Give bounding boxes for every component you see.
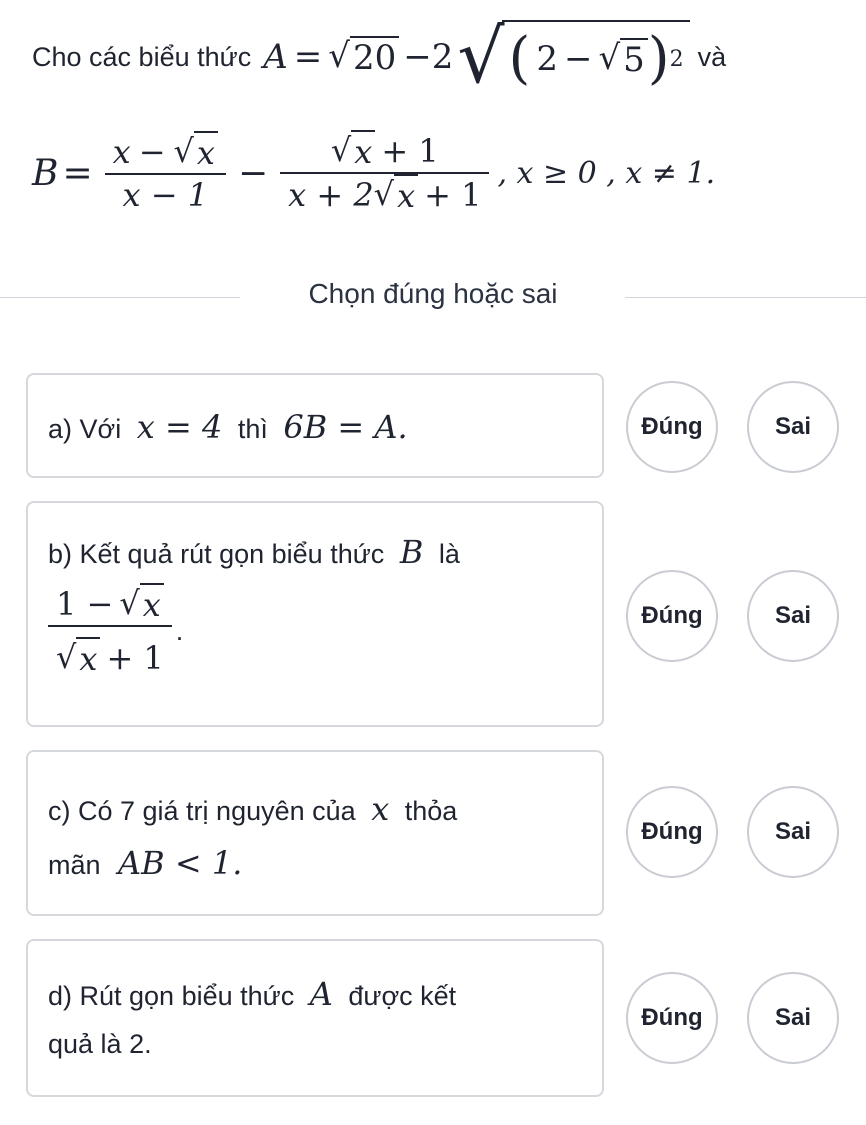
statement-c-line-2-prefix: mãn	[48, 850, 101, 880]
expression-b-line	[32, 108, 715, 238]
statement-b-math: B	[399, 533, 424, 571]
sqrt-x	[331, 130, 375, 172]
fraction-1-numerator	[105, 131, 226, 173]
fraction-1	[105, 131, 226, 215]
false-button-d[interactable]: Sai	[747, 972, 839, 1064]
domain-condition: , x ≥ 0 , x ≠ 1.	[497, 155, 716, 191]
big-radical-sign: √	[457, 14, 505, 100]
plus-one: + 1	[424, 176, 482, 214]
radicand-x: x	[351, 130, 375, 172]
true-button-c[interactable]: Đúng	[626, 786, 718, 878]
radical-sign: √	[328, 36, 350, 76]
false-button-b[interactable]: Sai	[747, 570, 839, 662]
radicand-x: x	[194, 131, 218, 173]
statement-b-numerator	[48, 583, 172, 625]
statement-b-fraction-line	[48, 583, 183, 679]
equals-sign: =	[62, 152, 93, 194]
radicand-x: x	[140, 583, 164, 625]
var-b: B	[32, 152, 59, 194]
statement-a-middle: thì	[237, 414, 268, 444]
statement-c-line-2	[48, 844, 242, 882]
statement-c-suffix: thỏa	[404, 796, 458, 826]
radicand-x: x	[76, 637, 100, 679]
true-button-d[interactable]: Đúng	[626, 972, 718, 1064]
plus-one: + 1	[106, 639, 164, 677]
section-title: Chọn đúng hoặc sai	[308, 278, 558, 309]
false-button-c[interactable]: Sai	[747, 786, 839, 878]
sqrt-20	[328, 36, 399, 78]
fraction-2-denominator	[280, 174, 489, 216]
exponent-2: 2	[669, 46, 684, 72]
statement-b-fraction	[48, 583, 172, 679]
and-text: và	[697, 41, 727, 72]
true-button-b[interactable]: Đúng	[626, 570, 718, 662]
statement-b-denominator	[48, 627, 172, 679]
den-x-plus-2: x + 2	[288, 176, 374, 214]
statement-a-text	[48, 408, 408, 446]
radical-sign: √	[373, 175, 395, 213]
num-x: x	[112, 133, 131, 171]
radical-sign: √	[173, 132, 194, 170]
statement-c-math-ab: AB < 1.	[118, 844, 243, 882]
radicand-x: x	[394, 174, 418, 216]
num-one-minus: 1 −	[56, 585, 114, 623]
radical-sign: √	[598, 38, 621, 78]
radical-sign: √	[56, 638, 77, 676]
expression-a-line	[32, 12, 726, 102]
outer-sqrt	[457, 14, 689, 100]
radicand-20: 20	[350, 36, 399, 78]
radical-sign: √	[119, 584, 140, 622]
minus-sign: −	[237, 152, 269, 194]
minus-two: −2	[403, 37, 454, 77]
equals-sign: =	[293, 37, 323, 77]
plus-one: + 1	[381, 132, 439, 170]
sqrt-x	[174, 131, 218, 173]
expression-a-formula	[263, 14, 689, 100]
false-button-a[interactable]: Sai	[747, 381, 839, 473]
statement-d-math-a: A	[309, 975, 333, 1013]
statement-d-suffix: được kết	[348, 981, 457, 1011]
sqrt-5	[598, 38, 647, 80]
fraction-2	[280, 130, 489, 216]
statement-card-a	[26, 373, 604, 478]
true-button-a[interactable]: Đúng	[626, 381, 718, 473]
outer-radicand	[502, 20, 689, 94]
inner-two: 2	[536, 39, 558, 79]
intro-text: Cho các biểu thức	[32, 41, 252, 72]
statement-a-math-2: 6B = A.	[283, 408, 408, 446]
fraction-1-denominator: x − 1	[122, 176, 209, 214]
right-paren: )	[647, 26, 670, 91]
radicand-5: 5	[620, 38, 648, 80]
statement-a-math-1: x = 4	[136, 408, 223, 446]
fraction-2-numerator	[323, 130, 447, 172]
left-paren: (	[508, 26, 531, 91]
statement-d-prefix: d) Rút gọn biểu thức	[48, 981, 295, 1011]
radical-sign: √	[330, 131, 352, 169]
statement-c-math-x: x	[371, 790, 390, 828]
num-minus: −	[138, 133, 166, 171]
statement-a-prefix: a) Với	[48, 414, 122, 444]
inner-minus: −	[563, 39, 593, 79]
statement-card-d	[26, 939, 604, 1097]
statement-card-b	[26, 501, 604, 727]
var-a: A	[263, 37, 288, 77]
sqrt-x	[119, 583, 163, 625]
statement-b-suffix: là	[438, 539, 460, 569]
sqrt-x	[56, 637, 100, 679]
statement-c-line-1	[48, 790, 457, 828]
period: .	[175, 615, 184, 646]
statement-c-prefix: c) Có 7 giá trị nguyên của	[48, 796, 356, 826]
sqrt-x	[374, 174, 418, 216]
statement-card-c	[26, 750, 604, 916]
statement-b-line-1	[48, 533, 460, 571]
statement-d-line-2: quả là 2.	[48, 1029, 152, 1059]
statement-d-line-1	[48, 975, 456, 1013]
statement-b-prefix: b) Kết quả rút gọn biểu thức	[48, 539, 385, 569]
